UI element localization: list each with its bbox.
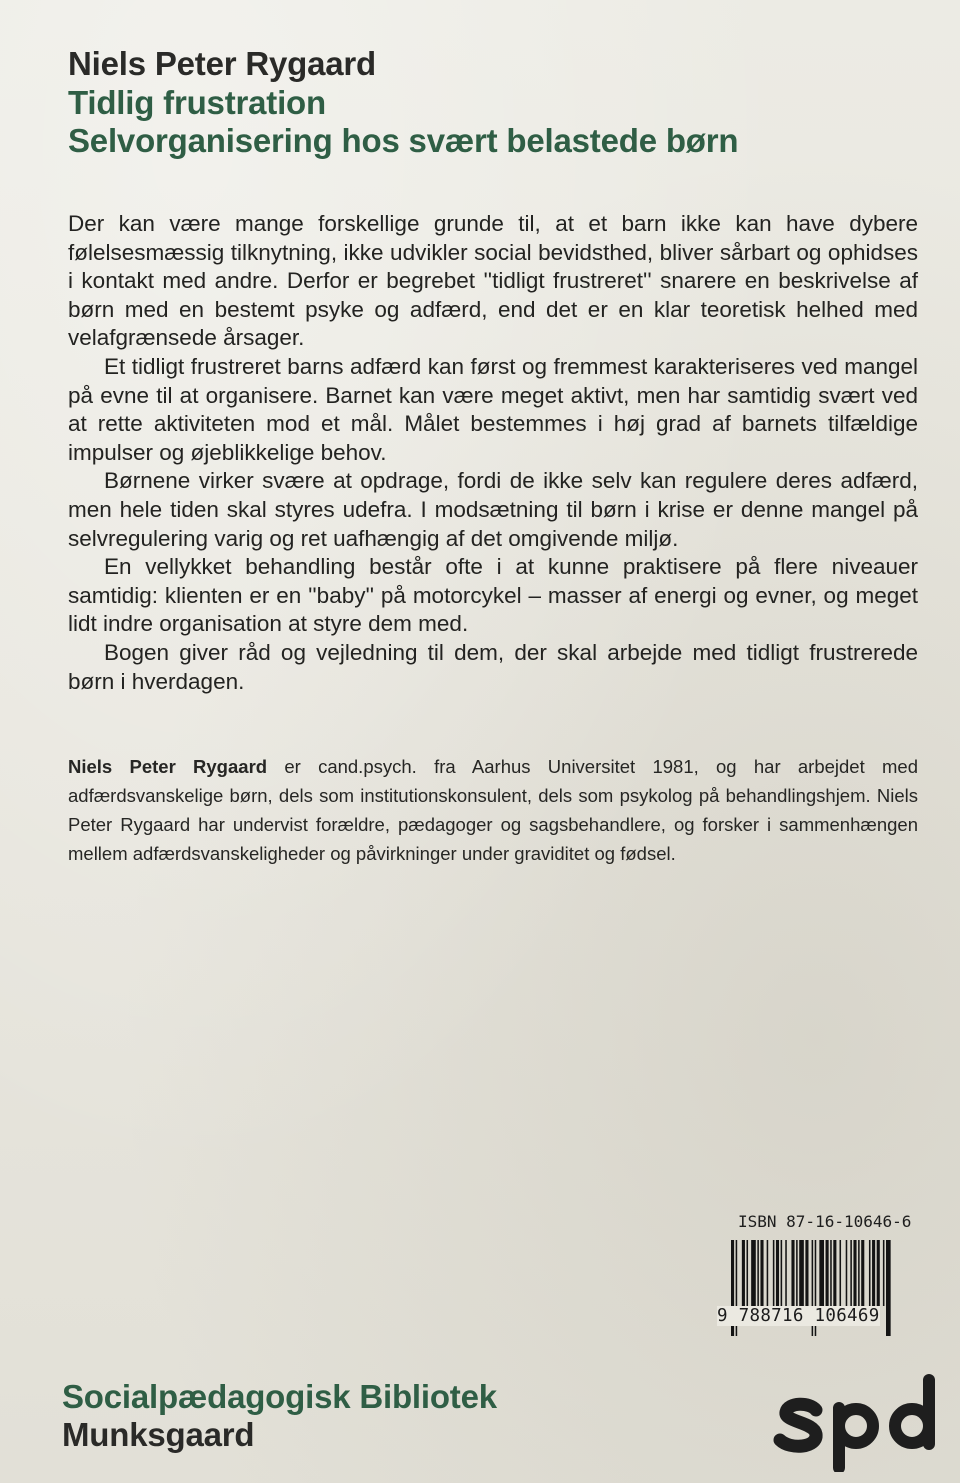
author-name: Niels Peter Rygaard — [68, 45, 377, 82]
barcode-bar — [799, 1240, 804, 1306]
barcode-bar — [840, 1240, 842, 1306]
spb-logo-mark — [766, 1372, 942, 1472]
barcode-bar — [872, 1240, 875, 1306]
barcode-bar — [785, 1240, 787, 1306]
barcode-bar — [877, 1240, 880, 1306]
barcode-bar — [861, 1240, 864, 1306]
barcode-bar — [850, 1240, 852, 1306]
book-subtitle: Selvorganisering hos svært belastede børn — [68, 122, 739, 159]
barcode-bar — [883, 1240, 885, 1306]
barcode-bar — [781, 1240, 783, 1306]
barcode-bar — [751, 1240, 756, 1306]
barcode-bar — [757, 1240, 759, 1306]
barcode-bar — [742, 1240, 745, 1306]
blurb-paragraph-5: Bogen giver råd og vejledning til dem, der skal arbejde med tidligt frustrerede børn i hverdagen. — [68, 639, 918, 694]
blurb-paragraph-2: Et tidligt frustreret barns adfærd kan først og fremmest karakteriseres ved mangel på evne til at organisere. Barnet kan være meget aktivt, men har samtidig svært ved at rette aktiviteten mod et mål. Målet bestemmes i høj grad af barnets tilfældige impulser og øjeblikkelige behov. — [68, 353, 918, 465]
barcode-bar — [830, 1240, 832, 1306]
barcode-bar — [869, 1240, 871, 1306]
book-title: Tidlig frustration — [68, 84, 326, 121]
bio-author-name: Niels Peter Rygaard — [68, 756, 268, 777]
blurb-paragraph-4: En vellykket behandling består ofte i at kunne praktisere på flere niveauer samtidig: klienten er en ''baby'' på motorcykel – masser af energi og evner, og meget lidt indre organisation at styre dem med. — [68, 554, 918, 637]
barcode-bar — [846, 1240, 848, 1306]
barcode-bar — [773, 1240, 775, 1306]
series-name: Socialpædagogisk Bibliotek — [62, 1378, 497, 1415]
barcode-bar — [767, 1240, 769, 1306]
barcode-bar — [796, 1240, 798, 1306]
barcode-bar — [858, 1240, 860, 1306]
cover-header — [68, 44, 928, 160]
publisher-name: Munksgaard — [62, 1416, 255, 1453]
blurb-paragraph-3: Børnene virker svære at opdrage, fordi de ikke selv kan regulere deres adfærd, men hele tiden skal styres udefra. I modsætning til børn i krise er denne mangel på selvregulering varig og ret uafhængig af det omgivende miljø. — [68, 468, 918, 551]
bio-text: er cand.psych. fra Aarhus Universitet 1981, og har arbejdet med adfærdsvanskelige børn, dels som institutionskonsulent, dels som psykolog på behandlingshjem. Niels Peter Rygaard har undervist forældre, pædagoger og sagsbehandlere, og forsker i sammenhængen mellem adfærdsvanskeligheder og påvirkninger under graviditet og fødsel. — [68, 756, 918, 864]
barcode-bar — [833, 1240, 836, 1306]
barcode-bar — [853, 1240, 856, 1306]
barcode-bar — [826, 1240, 829, 1306]
barcode-bar — [819, 1240, 824, 1306]
isbn-label: ISBN 87-16-10646-6 — [738, 1212, 912, 1231]
blurb-text — [68, 210, 918, 696]
spb-logo — [766, 1372, 942, 1472]
barcode-digits: 9 788716 106469 — [717, 1306, 880, 1326]
barcode-bar — [747, 1240, 749, 1306]
blurb-paragraph-1: Der kan være mange forskellige grunde til, at et barn ikke kan have dybere følelsesmæssig tilknytning, ikke udvikler social bevidsthed, bliver sårbart og ophidses i kontakt med andre. Derfor er begrebet ''tidligt frustreret'' snarere en beskrivelse af børn med en bestemt psyke og adfærd, end det er en klar teoretisk helhed med velafgrænsede årsager. — [68, 211, 918, 351]
barcode-number — [717, 1305, 930, 1327]
barcode-bar — [805, 1240, 808, 1306]
barcode-bar — [760, 1240, 763, 1306]
author-bio — [68, 752, 918, 868]
barcode-bar — [791, 1240, 794, 1306]
publisher-block — [62, 1378, 682, 1454]
barcode-bar — [776, 1240, 779, 1306]
